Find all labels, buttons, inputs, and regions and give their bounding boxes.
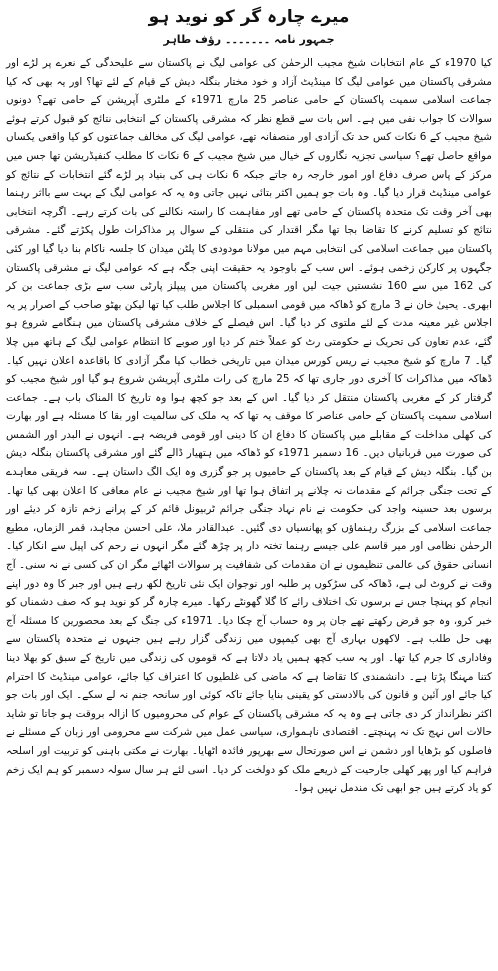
article-body: کیا 1970ء کے عام انتخابات شیخ مجیب الرحمٰن کی عوامی لیگ نے پاکستان سے علیحدگی کے نعرے پر لڑے اور مشرقی پاکستان میں عوامی لیگ کا مینڈیٹ آزاد و خود مختار بنگلہ دیش کے قیام کے لئے تھا؟ اور یہ بھی کہ کیا جماعت اسلامی سمیت پاکستان کے حامی عناصر 25 مارچ 1971ء کے ملٹری آپریشن کے حامی تھے؟ دونوں سوالات کا جواب نفی میں ہے۔ اس بات سے قطع نظر کہ مشرقی پاکستان کے انتخابی نتائج کو قبول کرتے ہوئے شیخ مجیب کے 6 نکات کس حد تک آزادی اور منصفانہ تھے، عوامی لیگ کی مخالف جماعتوں کو کیا واقعی یکساں مواقع حاصل تھے؟ سیاسی تجزیہ نگاروں کے خیال میں شیخ مجیب کے 6 نکات کا مطلب کنفیڈریشن تھا جس میں مرکز کے پاس صرف دفاع اور امور خارجہ رہ جاتے جبکہ 6 نکات ہی کی بنیاد پر لڑے گئے انتخابات کے نتائج کو عوامی مینڈیٹ قرار دیا گیا۔ وہ بات جو ہمیں اکثر بتائی نہیں جاتی وہ یہ کہ عوامی لیگ کے بہت سے بااثر رہنما بھی آخر وقت تک متحدہ پاکستان کے حامی تھے اور مفاہمت کا راستہ نکالنے کی بات کرتے رہے۔ اگرچہ انتخابی نتائج کو تسلیم کرنے کا تقاضا بجا تھا مگر اقتدار کی منتقلی کے سوال پر مذاکرات طول پکڑتے گئے۔ مشرقی پاکستان میں جماعت اسلامی کی انتخابی مہم میں مولانا مودودی کا پلٹن میدان کا جلسہ ناکام بنا دیا گیا اور کئی جگہوں پر کارکن زخمی ہوئے۔ اس سب کے باوجود یہ حقیقت اپنی جگہ ہے کہ عوامی لیگ نے مشرقی پاکستان کی 162 میں سے 160 نشستیں جیت لیں اور مغربی پاکستان میں پیپلز پارٹی سب سے بڑی جماعت بن کر ابھری۔ یحییٰ خان نے 3 مارچ کو ڈھاکہ میں قومی اسمبلی کا اجلاس طلب کیا تھا لیکن بھٹو صاحب کے اصرار پر یہ اجلاس غیر معینہ مدت کے لئے ملتوی کر دیا گیا۔ اس فیصلے کے خلاف مشرقی پاکستان میں ہنگامے شروع ہو گئے، عدم تعاون کی تحریک نے حکومتی رٹ کو عملاً ختم کر دیا اور صوبے کا انتظام عوامی لیگ کے ہاتھ میں چلا گیا۔ 7 مارچ کو شیخ مجیب نے ریس کورس میدان میں تاریخی خطاب کیا مگر آزادی کا باقاعدہ اعلان نہیں کیا۔ ڈھاکہ میں مذاکرات کا آخری دور جاری تھا کہ 25 مارچ کی رات ملٹری آپریشن شروع ہو گیا اور شیخ مجیب کو گرفتار کر کے مغربی پاکستان منتقل کر دیا گیا۔ اس کے بعد جو کچھ ہوا وہ تاریخ کا المناک باب ہے۔ جماعت اسلامی سمیت پاکستان کے حامی عناصر کا موقف یہ تھا کہ یہ ملک کی سالمیت اور بقا کا مسئلہ ہے اور بھارت کی کھلی مداخلت کے مقابلے میں پاکستان کا دفاع ان کا دینی اور قومی فریضہ ہے۔ انہوں نے البدر اور الشمس کی صورت میں قربانیاں دیں۔ 16 دسمبر 1971ء کو ڈھاکہ میں ہتھیار ڈالے گئے اور مشرقی پاکستان بنگلہ دیش بن گیا۔ بنگلہ دیش کے قیام کے بعد پاکستان کے حامیوں پر جو گزری وہ ایک الگ داستان ہے۔ سہ فریقی معاہدے کے تحت جنگی جرائم کے مقدمات نہ چلانے پر اتفاق ہوا تھا اور شیخ مجیب نے عام معافی کا اعلان بھی کیا تھا۔ برسوں بعد حسینہ واجد کی حکومت نے نام نہاد جنگی جرائم ٹربیونل قائم کر کے پرانے زخم تازہ کر دیئے اور جماعت اسلامی کے بزرگ رہنماؤں کو پھانسیاں دی گئیں۔ عبدالقادر ملا، علی احسن مجاہد، قمر الزماں، مطیع الرحمٰن نظامی اور میر قاسم علی جیسے رہنما تختہ دار پر چڑھ گئے مگر انہوں نے رحم کی اپیل سے انکار کیا۔ انسانی حقوق کی عالمی تنظیموں نے ان مقدمات کی شفافیت پر سوالات اٹھائے مگر ان کی کسی نے نہ سنی۔ آج وقت نے کروٹ لی ہے، ڈھاکہ کی سڑکوں پر طلبہ اور نوجوان ایک نئی تاریخ لکھ رہے ہیں اور جبر کا وہ دور اپنے انجام کو پہنچا جس نے برسوں تک اختلاف رائے کا گلا گھونٹے رکھا۔ میرے چارہ گر کو نوید ہو کہ صف دشمناں کو خبر کرو، وہ جو قرض رکھتے تھے جان پر وہ حساب آج چکا دیا۔ 1971ء کی جنگ کے بعد محصورین کا مسئلہ آج بھی حل طلب ہے۔ لاکھوں بہاری آج بھی کیمپوں میں زندگی گزار رہے ہیں جنہوں نے متحدہ پاکستان سے وفاداری کا جرم کیا تھا۔ اور یہ سب کچھ ہمیں یاد دلاتا ہے کہ قوموں کی زندگی میں تاریخ کے سبق کو بھلا دینا کتنا مہنگا پڑتا ہے۔ دانشمندی کا تقاضا ہے کہ ماضی کی غلطیوں کا اعتراف کیا جائے، عوامی مینڈیٹ کا احترام کیا جائے اور آئین و قانون کی بالادستی کو یقینی بنایا جائے تاکہ کوئی اور سانحہ جنم نہ لے سکے۔ ایک اور بات جو اکثر نظرانداز کر دی جاتی ہے وہ یہ کہ مشرقی پاکستان کے عوام کی محرومیوں کا ازالہ بروقت ہو جاتا تو شاید حالات اس نہج تک نہ پہنچتے۔ اقتصادی ناہمواری، سیاسی عمل میں شرکت سے محرومی اور زبان کے مسئلے نے فاصلوں کو بڑھایا اور دشمن نے اس صورتحال سے بھرپور فائدہ اٹھایا۔ بھارت نے مکتی باہنی کو تربیت اور اسلحہ فراہم کیا اور پھر کھلی جارحیت کے ذریعے ملک کو دولخت کر دیا۔ اسی لئے ہر سال سولہ دسمبر کو ہم ایک زخم کو یاد کرتے ہیں جو ابھی تک مندمل نہیں ہوا۔ xyxy=(6,57,493,795)
article-byline xyxy=(6,32,492,48)
byline-separator: ۔۔۔۔۔۔۔ xyxy=(225,33,271,46)
byline-author: رؤف طاہر xyxy=(163,33,222,46)
article-headline: میرے چارہ گر کو نوید ہو xyxy=(148,7,350,27)
byline-outlet: جمہور نامہ xyxy=(274,33,335,46)
